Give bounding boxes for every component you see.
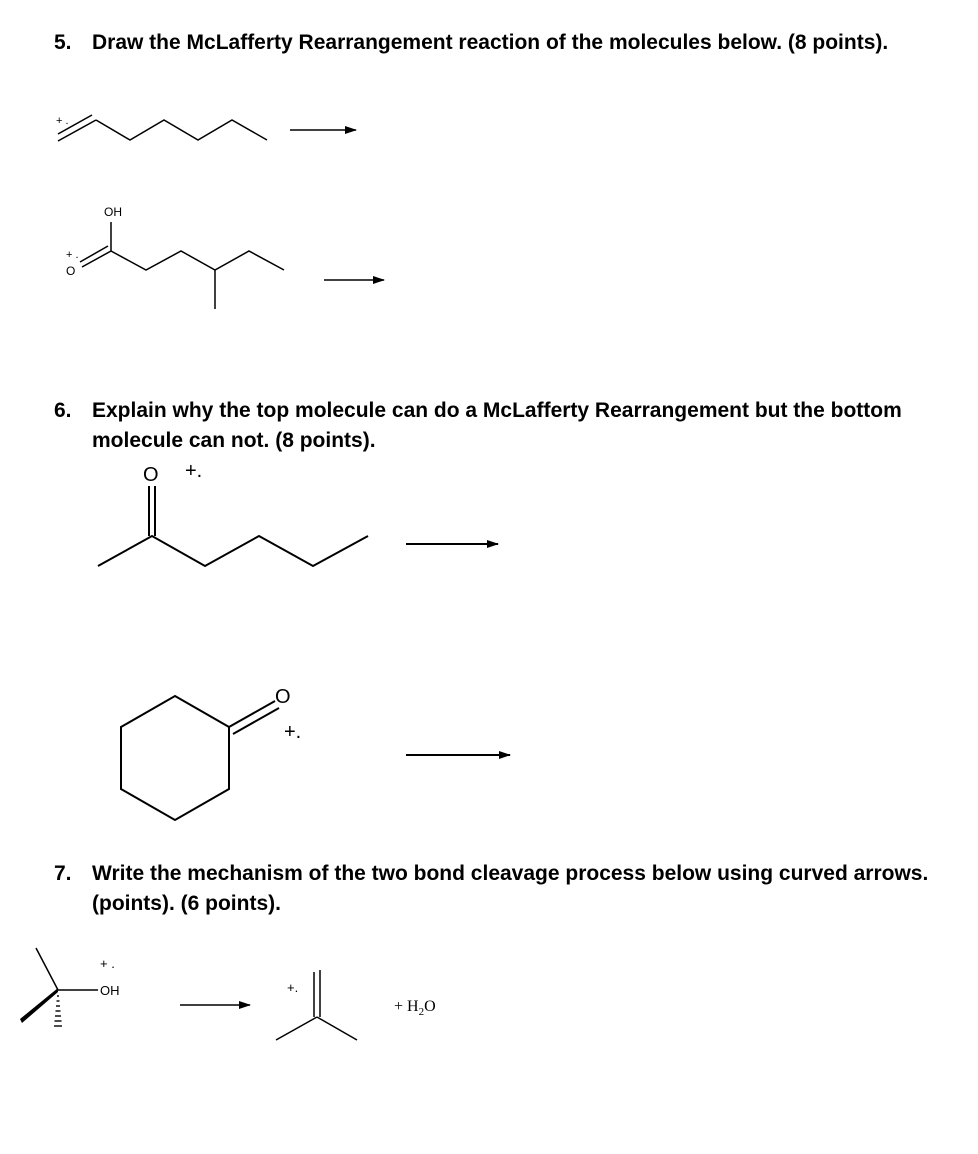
question-7-text-line-1: Write the mechanism of the two bond cleavage process below using curved arrows.: [92, 862, 929, 885]
question-6-text-line-2: molecule can not. (8 points).: [92, 429, 376, 452]
question-5-text: Draw the McLafferty Rearrangement reaction of the molecules below. (8 points).: [92, 31, 889, 54]
q7-water-label: + $H_2O$: [394, 998, 436, 1018]
q6-ketone-molecule: [98, 486, 368, 566]
q6-cyclohexanone-molecule: [121, 696, 279, 820]
question-5-number: 5.: [54, 31, 72, 54]
q5-acid-o-label: O: [66, 264, 76, 278]
question-7-number: 7.: [54, 862, 72, 885]
q7-product-charge: +.: [287, 980, 299, 995]
q7-reactant-oh-label: OH: [100, 983, 120, 998]
q6-top-o-label: O: [143, 464, 159, 486]
question-6-text-line-1: Explain why the top molecule can do a McLafferty Rearrangement but the bottom: [92, 399, 902, 422]
q7-alcohol-molecule: [36, 948, 98, 990]
question-7-text-line-2: (points). (6 points).: [92, 892, 281, 915]
q6-bottom-charge: +.: [284, 721, 302, 743]
q5-acid-charge: + .: [66, 249, 79, 261]
q7-wedge-bond: [20, 988, 58, 1023]
q7-reactant-charge: + .: [100, 956, 115, 971]
q6-bottom-o-label: O: [275, 686, 291, 708]
q5-acid-molecule: [80, 222, 284, 309]
q6-top-charge: +.: [185, 460, 203, 482]
q5-alkene-molecule: [58, 115, 267, 141]
q7-dash-bond: [54, 996, 62, 1026]
question-6-number: 6.: [54, 399, 72, 422]
q5-acid-oh-label: OH: [104, 205, 122, 219]
q5-alkene-charge: + .: [56, 115, 69, 127]
